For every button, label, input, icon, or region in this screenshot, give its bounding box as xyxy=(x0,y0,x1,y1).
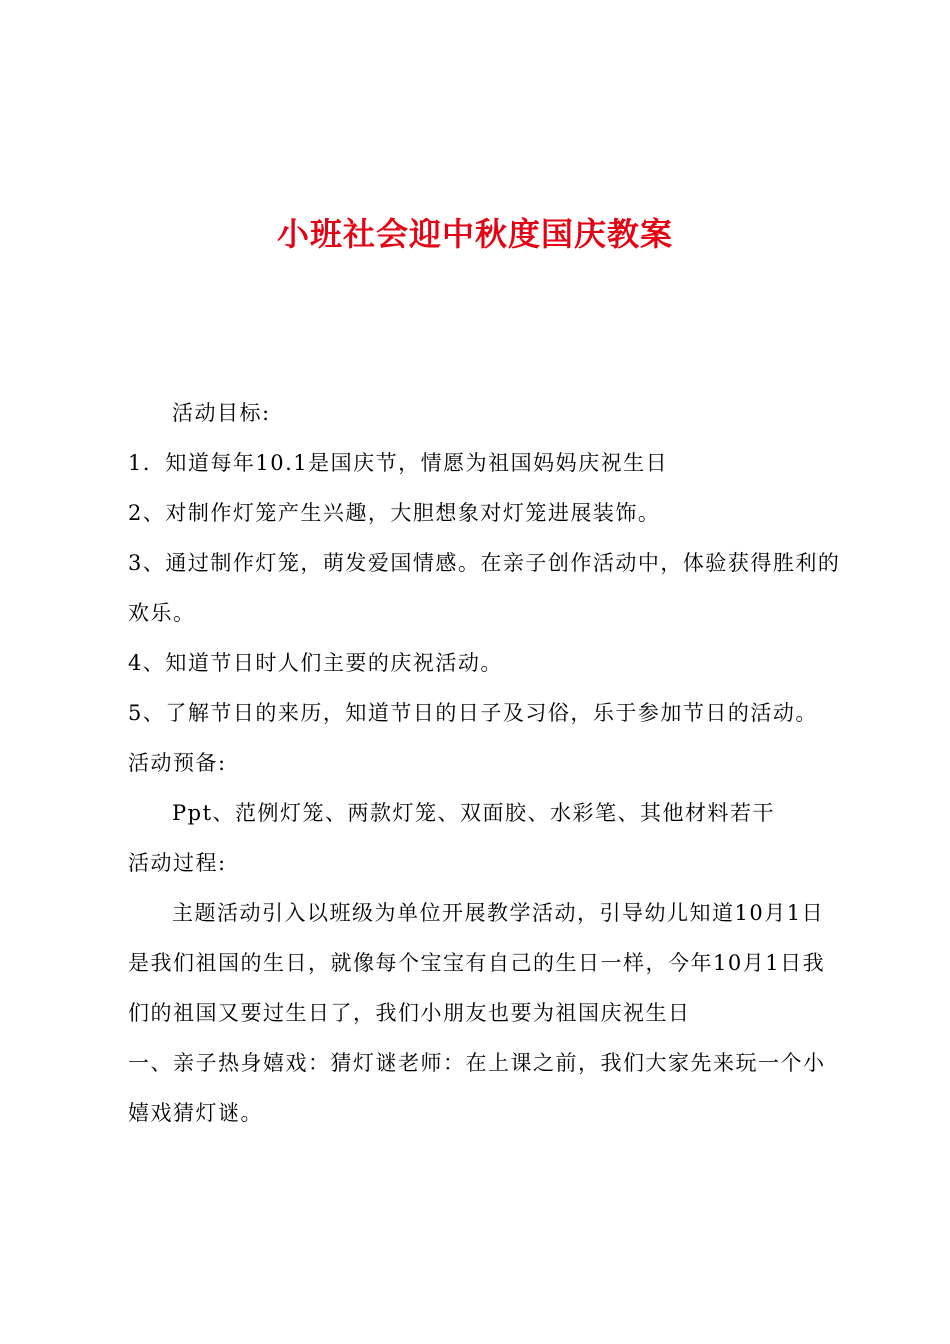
goal-item-3: 3、通过制作灯笼，萌发爱国情感。在亲子创作活动中，体验获得胜利的 xyxy=(128,551,841,575)
document-title: 小班社会迎中秋度国庆教案 xyxy=(276,215,673,253)
goal-item-1: 1．知道每年10.1是国庆节，情愿为祖国妈妈庆祝生日 xyxy=(128,451,669,475)
goal-item-3-continued: 欢乐。 xyxy=(128,601,196,625)
warmup-game-line-2: 嬉戏猜灯谜。 xyxy=(128,1101,263,1125)
process-paragraph-line-1: 主题活动引入以班级为单位开展教学活动，引导幼儿知道10月1日 xyxy=(172,901,825,925)
section-heading-goals: 活动目标: xyxy=(172,401,271,425)
process-paragraph-line-3: 们的祖国又要过生日了，我们小朋友也要为祖国庆祝生日 xyxy=(128,1001,691,1025)
preparation-materials: Ppt、范例灯笼、两款灯笼、双面胶、水彩笔、其他材料若干 xyxy=(172,801,776,825)
section-heading-preparation: 活动预备: xyxy=(128,751,227,775)
goal-item-5: 5、了解节日的来历，知道节日的日子及习俗，乐于参加节日的活动。 xyxy=(128,701,818,725)
warmup-game-line-1: 一、亲子热身嬉戏：猜灯谜老师：在上课之前，我们大家先来玩一个小 xyxy=(128,1051,826,1075)
section-heading-process: 活动过程: xyxy=(128,851,227,875)
goal-item-4: 4、知道节日时人们主要的庆祝活动。 xyxy=(128,651,503,675)
process-paragraph-line-2: 是我们祖国的生日，就像每个宝宝有自己的生日一样，今年10月1日我 xyxy=(128,951,826,975)
goal-item-2: 2、对制作灯笼产生兴趣，大胆想象对灯笼进展装饰。 xyxy=(128,501,661,525)
